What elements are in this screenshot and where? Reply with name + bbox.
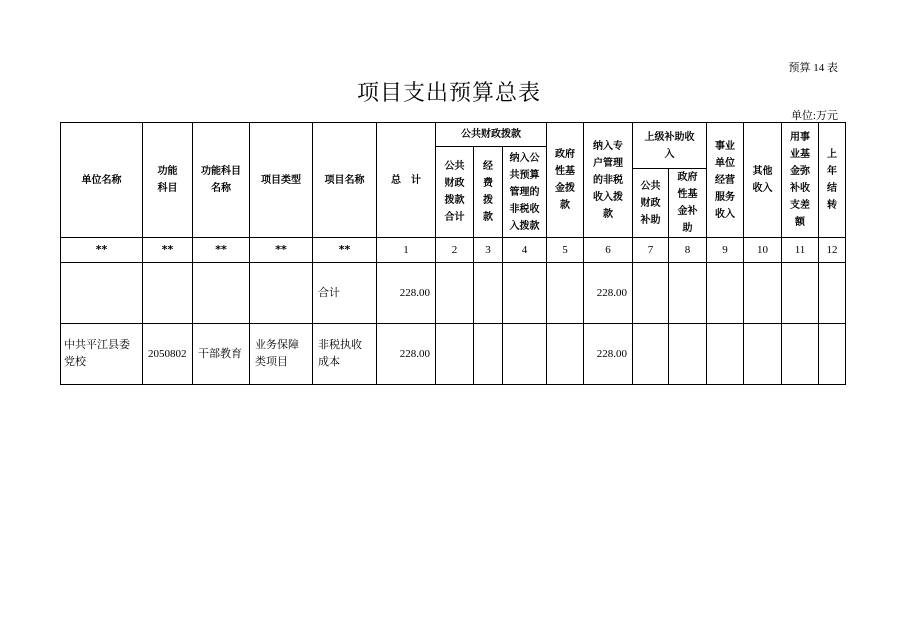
header-cell-superior-public-finance xyxy=(633,169,669,238)
header-label: 政府性基金拨款 xyxy=(555,149,575,211)
header-cell-gov-fund-allocation xyxy=(547,123,584,238)
header-cell-project-type xyxy=(250,123,313,238)
index-cell: ** xyxy=(313,238,377,263)
index-cell: ** xyxy=(61,238,143,263)
cell-value: 干部教育 xyxy=(198,347,242,360)
cell-superior-public-finance xyxy=(633,263,669,324)
header-cell-other-income xyxy=(744,123,782,238)
cell-nontax-budget-managed xyxy=(503,324,547,385)
header-cell-function-name xyxy=(193,123,250,238)
header-cell-total xyxy=(377,123,436,238)
header-label: 用事业基金弥补收支差额 xyxy=(790,132,810,228)
index-cell: 10 xyxy=(744,238,782,263)
cell-unit-name xyxy=(61,263,143,324)
cell-value: 228.00 xyxy=(399,286,430,299)
cell-prior-year-carryover xyxy=(819,263,846,324)
cell-public-finance-total xyxy=(436,324,474,385)
cell-superior-gov-fund xyxy=(669,324,707,385)
unit-label: 单位:万元 xyxy=(790,110,838,122)
header-label: 项目名称 xyxy=(324,174,365,186)
header-cell-business-income xyxy=(707,123,744,238)
header-cell-public-finance-total xyxy=(436,147,474,238)
header-label: 公共财政拨款 xyxy=(461,129,521,140)
index-cell: 7 xyxy=(633,238,669,263)
cell-gov-fund-allocation xyxy=(547,263,584,324)
cell-special-account-nontax xyxy=(584,324,633,385)
cell-business-income xyxy=(707,263,744,324)
header-label: 功能科目名称 xyxy=(201,166,241,194)
cell-value: 228.00 xyxy=(399,347,430,360)
index-cell: 11 xyxy=(782,238,819,263)
index-cell: 1 xyxy=(377,238,436,263)
header-label: 事业单位经营服务收入 xyxy=(715,140,735,220)
cell-funding-allocation xyxy=(474,324,503,385)
header-label: 纳入公共预算管理的非税收入拨款 xyxy=(509,152,540,232)
cell-value: 业务保障类项目 xyxy=(255,339,299,368)
header-label: 纳入专户管理的非税收入拨款 xyxy=(593,140,623,220)
cell-fund-make-up xyxy=(782,263,819,324)
header-group-public-finance xyxy=(436,123,547,147)
header-cell-prior-year-carryover xyxy=(819,123,846,238)
cell-superior-public-finance xyxy=(633,324,669,385)
cell-function-code xyxy=(143,324,193,385)
project-expenditure-table xyxy=(60,122,846,385)
cell-special-account-nontax xyxy=(584,263,633,324)
cell-prior-year-carryover xyxy=(819,324,846,385)
cell-total xyxy=(377,263,436,324)
index-cell: 9 xyxy=(707,238,744,263)
cell-value: 2050802 xyxy=(148,347,187,360)
header-group-superior-subsidy xyxy=(633,123,707,169)
cell-function-name xyxy=(193,263,250,324)
index-cell: 4 xyxy=(503,238,547,263)
index-cell: ** xyxy=(250,238,313,263)
index-cell: 12 xyxy=(819,238,846,263)
cell-other-income xyxy=(744,263,782,324)
index-cell: ** xyxy=(143,238,193,263)
cell-function-code xyxy=(143,263,193,324)
cell-gov-fund-allocation xyxy=(547,324,584,385)
cell-nontax-budget-managed xyxy=(503,263,547,324)
index-cell: 3 xyxy=(474,238,503,263)
cell-value: 非税执收成本 xyxy=(318,339,362,368)
cell-total xyxy=(377,324,436,385)
page-title: 项目支出预算总表 xyxy=(356,80,541,105)
header-cell-special-account-nontax xyxy=(584,123,633,238)
cell-public-finance-total xyxy=(436,263,474,324)
cell-funding-allocation xyxy=(474,263,503,324)
header-cell-funding-allocation xyxy=(474,147,503,238)
header-label: 项目类型 xyxy=(261,174,301,186)
index-cell: 8 xyxy=(669,238,707,263)
header-label: 单位名称 xyxy=(81,174,122,186)
header-label: 上年结转 xyxy=(827,149,837,211)
cell-value: 合计 xyxy=(318,286,340,299)
header-label: 公共财政拨款合计 xyxy=(444,161,465,223)
cell-fund-make-up xyxy=(782,324,819,385)
index-cell: ** xyxy=(193,238,250,263)
form-number: 预算 14 表 xyxy=(788,62,838,74)
header-cell-superior-gov-fund xyxy=(669,169,707,238)
index-cell: 6 xyxy=(584,238,633,263)
header-label: 公共财政补助 xyxy=(640,180,661,226)
header-label: 上级补助收入 xyxy=(644,131,695,160)
header-cell-function-code xyxy=(143,123,193,238)
cell-business-income xyxy=(707,324,744,385)
header-label: 经费拨款 xyxy=(483,161,493,223)
header-cell-fund-make-up xyxy=(782,123,819,238)
cell-value: 中共平江县委党校 xyxy=(64,339,130,368)
cell-project-type xyxy=(250,324,313,385)
index-cell: 2 xyxy=(436,238,474,263)
header-label: 功能科目 xyxy=(157,166,178,194)
header-cell-project-name xyxy=(313,123,377,238)
index-cell: 5 xyxy=(547,238,584,263)
header-cell-nontax-budget-managed xyxy=(503,147,547,238)
cell-project-name xyxy=(313,324,377,385)
cell-other-income xyxy=(744,324,782,385)
cell-project-type xyxy=(250,263,313,324)
cell-unit-name xyxy=(61,324,143,385)
cell-function-name xyxy=(193,324,250,385)
header-label: 其他收入 xyxy=(752,166,773,194)
cell-superior-gov-fund xyxy=(669,263,707,324)
header-label: 总 计 xyxy=(391,174,421,186)
header-cell-unit-name xyxy=(61,123,143,238)
header-label: 政府性基金补助 xyxy=(677,172,698,234)
cell-value: 228.00 xyxy=(596,286,627,299)
cell-project-name xyxy=(313,263,377,324)
cell-value: 228.00 xyxy=(596,347,627,360)
